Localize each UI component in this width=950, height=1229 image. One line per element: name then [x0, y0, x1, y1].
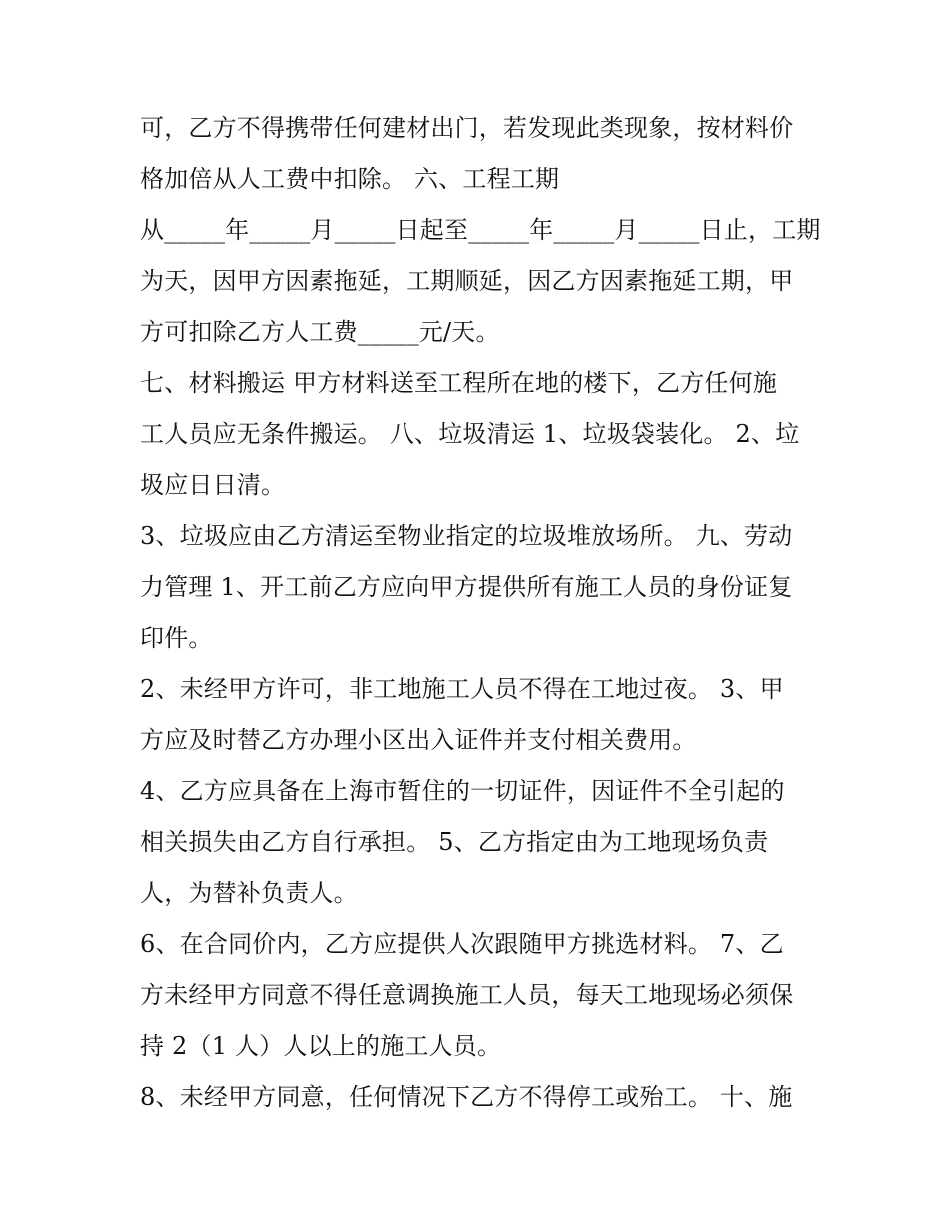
text-line: 可，乙方不得携带任何建材出门，若发现此类现象，按材料价 [140, 114, 794, 142]
text-line: 方可扣除乙方人工费_____元/天。 [140, 318, 500, 346]
text-line: 6、在合同价内，乙方应提供人次跟随甲方挑选材料。 7、乙 [140, 930, 784, 958]
text-line: 方未经甲方同意不得任意调换施工人员，每天工地现场必须保 [140, 981, 794, 1009]
text-line: 七、材料搬运 甲方材料送至工程所在地的楼下，乙方任何施 [140, 369, 778, 397]
text-line: 相关损失由乙方自行承担。 5、乙方指定由为工地现场负责 [140, 828, 769, 856]
text-line: 4、乙方应具备在上海市暂住的一切证件，因证件不全引起的 [140, 777, 785, 805]
text-line: 力管理 1、开工前乙方应向甲方提供所有施工人员的身份证复 [140, 573, 793, 601]
text-line: 格加倍从人工费中扣除。 六、工程工期 [140, 165, 560, 193]
text-line: 2、未经甲方许可，非工地施工人员不得在工地过夜。 3、甲 [140, 675, 784, 703]
text-line: 8、未经甲方同意，任何情况下乙方不得停工或殆工。 十、施 [140, 1083, 793, 1111]
text-line: 从_____年_____月_____日起至_____年_____月_____日止，工期 [140, 216, 821, 244]
text-line: 印件。 [140, 624, 213, 652]
text-line: 工人员应无条件搬运。 八、垃圾清运 1、垃圾袋装化。 2、垃 [140, 420, 800, 448]
text-line: 3、垃圾应由乙方清运至物业指定的垃圾堆放场所。 九、劳动 [140, 522, 793, 550]
text-line: 方应及时替乙方办理小区出入证件并支付相关费用。 [140, 726, 697, 754]
contract-text-body [140, 103, 820, 1123]
text-line: 人，为替补负责人。 [140, 879, 358, 907]
text-line: 为天，因甲方因素拖延，工期顺延，因乙方因素拖延工期，甲 [140, 267, 794, 295]
text-line: 持 2（1 人）人以上的施工人员。 [140, 1032, 502, 1060]
text-line: 圾应日日清。 [140, 471, 286, 499]
